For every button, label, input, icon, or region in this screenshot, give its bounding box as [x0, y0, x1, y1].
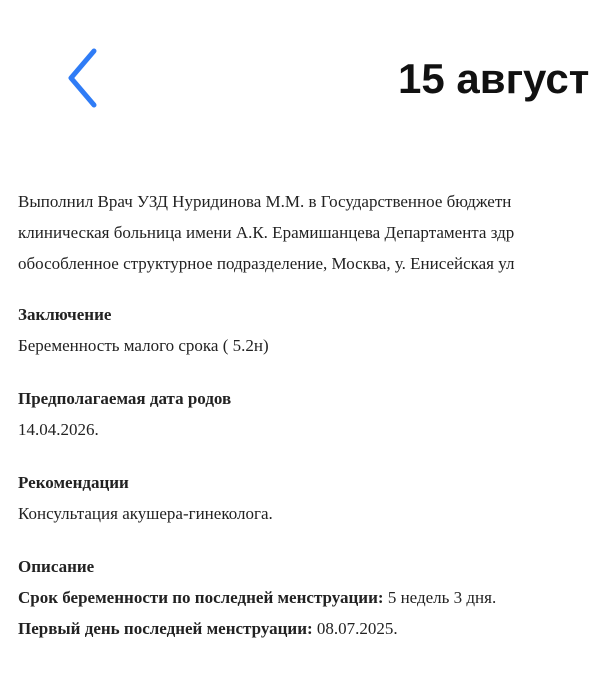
header — [0, 0, 609, 160]
description-line-lmp — [18, 613, 609, 644]
lmp-label: Первый день последней менструации: — [18, 619, 313, 638]
recommendations-section — [18, 467, 609, 529]
due-date-section — [18, 383, 609, 445]
chevron-left-icon — [65, 47, 99, 109]
due-date-value: 14.04.2026. — [18, 420, 99, 439]
performer-line: обособленное структурное подразделение, Москва, у. Енисейская ул — [18, 254, 515, 273]
conclusion-value: Беременность малого срока ( 5.2н) — [18, 336, 269, 355]
description-title: Описание — [18, 557, 95, 576]
page-title: 15 август — [398, 55, 590, 102]
performer-line: Выполнил Врач УЗД Нуридинова М.М. в Государственное бюджетн — [18, 192, 512, 211]
conclusion-section — [18, 299, 609, 361]
performer-info — [18, 186, 609, 279]
gestational-age-label: Срок беременности по последней менструации: — [18, 588, 384, 607]
recommendations-value: Консультация акушера-гинеколога. — [18, 504, 273, 523]
conclusion-title: Заключение — [18, 305, 112, 324]
gestational-age-value: 5 недель 3 дня. — [383, 588, 497, 607]
performer-line: клиническая больница имени А.К. Ерамишанцева Департамента здр — [18, 223, 515, 242]
lmp-value: 08.07.2025. — [312, 619, 398, 638]
due-date-title: Предполагаемая дата родов — [18, 389, 232, 408]
back-button[interactable] — [56, 42, 108, 114]
description-section — [18, 551, 609, 644]
recommendations-title: Рекомендации — [18, 473, 129, 492]
report-content — [18, 186, 609, 666]
description-line-gestational-age — [18, 582, 609, 613]
